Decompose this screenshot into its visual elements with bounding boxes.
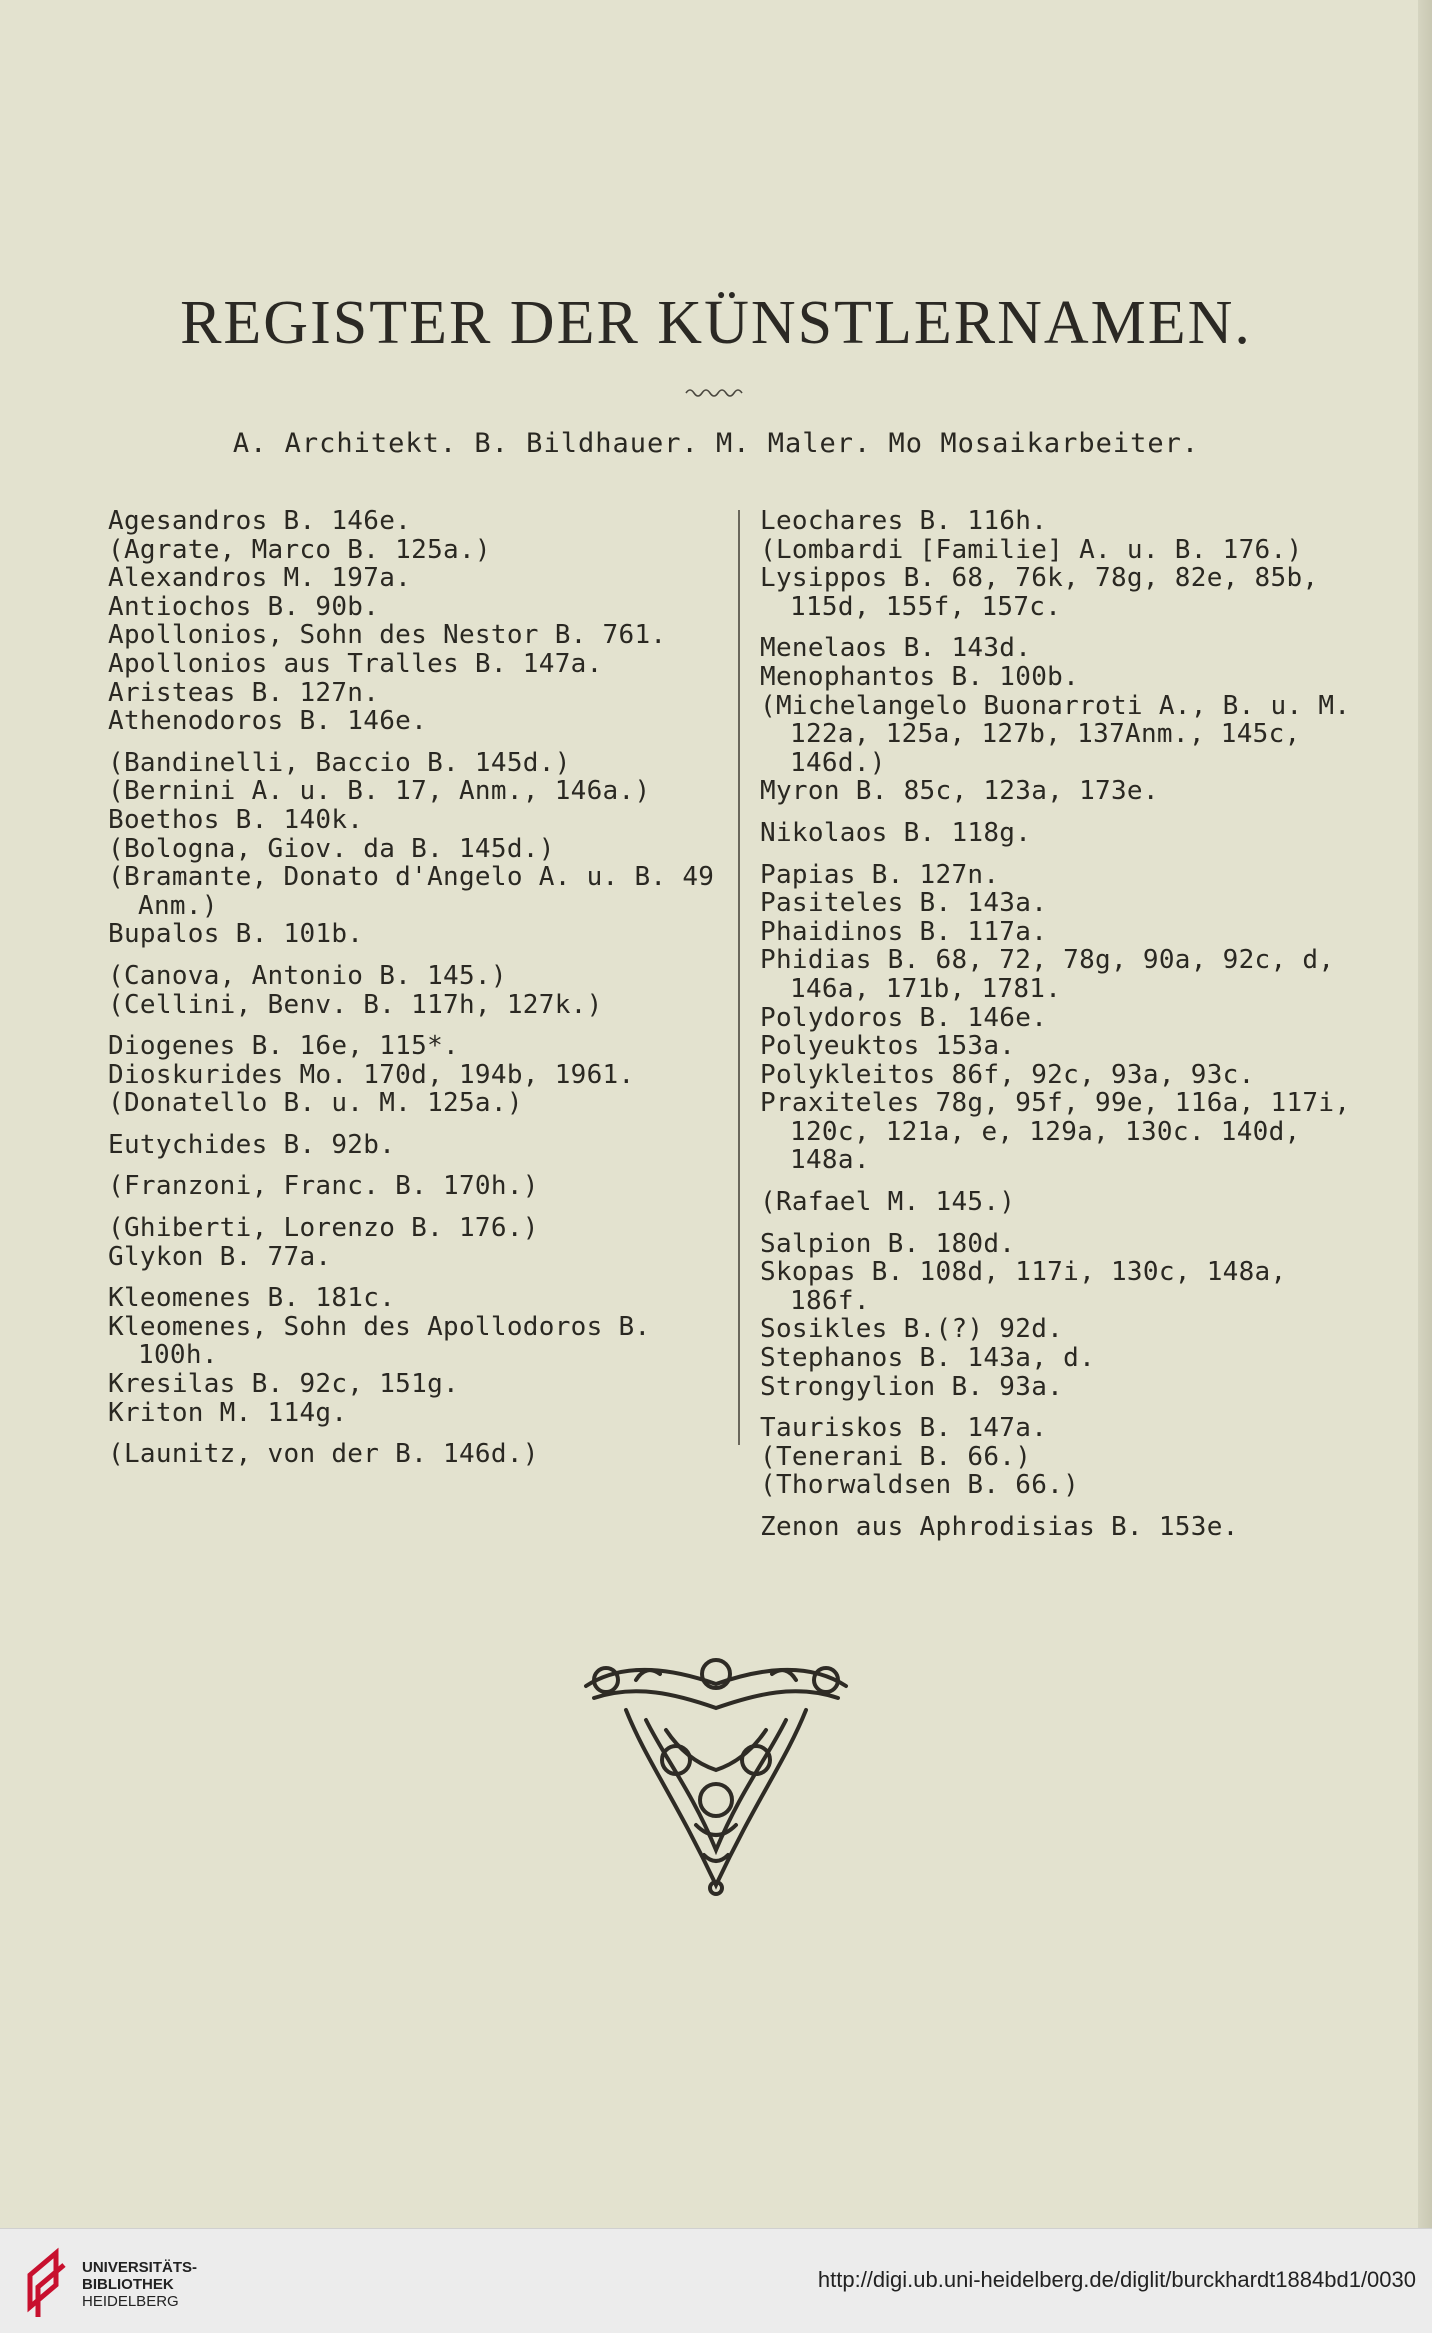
index-entry: (Donatello B. u. M. 125a.) bbox=[108, 1088, 523, 1119]
index-entry: Phidias B. 68, 72, 78g, 90a, 92c, d, 146a, 171b, 1781. bbox=[760, 945, 1335, 1004]
index-entry: Stephanos B. 143a, d. bbox=[760, 1343, 1096, 1374]
library-name bbox=[82, 2259, 197, 2310]
index-entry: (Michelangelo Buonarroti A., B. u. M. 122a, 125a, 127b, 137Anm., 145c, 146d.) bbox=[760, 690, 1351, 778]
index-entry: Skopas B. 108d, 117i, 130c, 148a, 186f. bbox=[760, 1257, 1287, 1316]
library-name-line2: BIBLIOTHEK bbox=[82, 2276, 174, 2293]
column-divider bbox=[738, 510, 740, 1445]
library-footer bbox=[0, 2228, 1432, 2333]
index-entry: Papias B. 127n. bbox=[760, 859, 1000, 890]
index-entry: (Franzoni, Franc. B. 170h.) bbox=[108, 1171, 539, 1202]
index-entry: Apollonios aus Tralles B. 147a. bbox=[108, 648, 603, 679]
index-column-right bbox=[760, 507, 1370, 1542]
index-entry: Kriton M. 114g. bbox=[108, 1397, 348, 1428]
index-entry: Myron B. 85c, 123a, 173e. bbox=[760, 776, 1159, 807]
index-entry: Athenodoros B. 146e. bbox=[108, 706, 428, 737]
index-entry: Tauriskos B. 147a. bbox=[760, 1413, 1048, 1444]
index-entry: Zenon aus Aphrodisias B. 153e. bbox=[760, 1512, 1239, 1542]
index-entry: (Ghiberti, Lorenzo B. 176.) bbox=[108, 1213, 539, 1244]
index-entry: Phaidinos B. 117a. bbox=[760, 916, 1048, 947]
index-entry: (Launitz, von der B. 146d.) bbox=[108, 1439, 539, 1470]
index-entry: (Cellini, Benv. B. 117h, 127k.) bbox=[108, 989, 603, 1020]
title-flourish bbox=[684, 386, 750, 400]
index-entry: Agesandros B. 146e. bbox=[108, 506, 412, 536]
permalink-url[interactable]: http://digi.ub.uni-heidelberg.de/diglit/burckhardt1884bd1/0030 bbox=[817, 2267, 1416, 2292]
index-entry: Lysippos B. 68, 76k, 78g, 82e, 85b, 115d, 155f, 157c. bbox=[760, 563, 1319, 622]
index-entry: Apollonios, Sohn des Nestor B. 761. bbox=[108, 620, 667, 651]
index-entry: Polyeuktos 153a. bbox=[760, 1031, 1016, 1062]
index-entry: Praxiteles 78g, 95f, 99e, 116a, 117i, 120c, 121a, e, 129a, 130c. 140d, 148a. bbox=[760, 1088, 1351, 1176]
index-column-left bbox=[108, 507, 728, 1469]
university-library-logo-icon bbox=[16, 2247, 72, 2319]
index-entry: (Lombardi [Familie] A. u. B. 176.) bbox=[760, 534, 1303, 565]
index-entry: Glykon B. 77a. bbox=[108, 1241, 332, 1272]
index-entry: Antiochos B. 90b. bbox=[108, 591, 380, 622]
index-entry: Aristeas B. 127n. bbox=[108, 677, 380, 708]
index-entry: (Bernini A. u. B. 17, Anm., 146a.) bbox=[108, 776, 651, 807]
index-entry: Menelaos B. 143d. bbox=[760, 633, 1032, 664]
index-entry: (Bologna, Giov. da B. 145d.) bbox=[108, 833, 555, 864]
index-entry: Menophantos B. 100b. bbox=[760, 661, 1080, 692]
index-entry: Diogenes B. 16e, 115*. bbox=[108, 1031, 459, 1062]
index-entry: (Agrate, Marco B. 125a.) bbox=[108, 534, 491, 565]
index-entry: Polydoros B. 146e. bbox=[760, 1002, 1048, 1033]
page-title: REGISTER DER KÜNSTLERNAMEN. bbox=[180, 289, 1252, 357]
index-entry: (Bandinelli, Baccio B. 145d.) bbox=[108, 747, 571, 778]
index-entry: (Bramante, Donato d'Angelo A. u. B. 49 Anm.) bbox=[108, 862, 715, 921]
index-entry: Dioskurides Mo. 170d, 194b, 1961. bbox=[108, 1059, 635, 1090]
abbreviation-legend: A. Architekt. B. Bildhauer. M. Maler. Mo Mosaikarbeiter. bbox=[232, 428, 1200, 459]
index-entry: Leochares B. 116h. bbox=[760, 506, 1048, 536]
index-entry: (Canova, Antonio B. 145.) bbox=[108, 960, 507, 991]
decorative-vignette bbox=[566, 1650, 866, 1900]
index-entry: Strongylion B. 93a. bbox=[760, 1371, 1064, 1402]
index-entry: (Thorwaldsen B. 66.) bbox=[760, 1470, 1080, 1501]
index-entry: Polykleitos 86f, 92c, 93a, 93c. bbox=[760, 1059, 1255, 1090]
index-entry: Kleomenes B. 181c. bbox=[108, 1283, 396, 1314]
index-entry: Alexandros M. 197a. bbox=[108, 563, 412, 594]
index-entry: Kresilas B. 92c, 151g. bbox=[108, 1369, 459, 1400]
index-entry: Salpion B. 180d. bbox=[760, 1228, 1016, 1259]
index-entry: Eutychides B. 92b. bbox=[108, 1129, 396, 1160]
index-entry: Bupalos B. 101b. bbox=[108, 919, 364, 950]
index-entry: Boethos B. 140k. bbox=[108, 804, 364, 835]
library-name-line3: HEIDELBERG bbox=[82, 2293, 179, 2310]
index-entry: (Rafael M. 145.) bbox=[760, 1187, 1016, 1218]
index-entry: Kleomenes, Sohn des Apollodoros B. 100h. bbox=[108, 1311, 651, 1371]
index-entry: Sosikles B.(?) 92d. bbox=[760, 1314, 1064, 1345]
index-entry: (Tenerani B. 66.) bbox=[760, 1441, 1032, 1472]
index-entry: Nikolaos B. 118g. bbox=[760, 817, 1032, 848]
index-entry: Pasiteles B. 143a. bbox=[760, 888, 1048, 919]
library-name-line1: UNIVERSITÄTS- bbox=[82, 2259, 198, 2276]
